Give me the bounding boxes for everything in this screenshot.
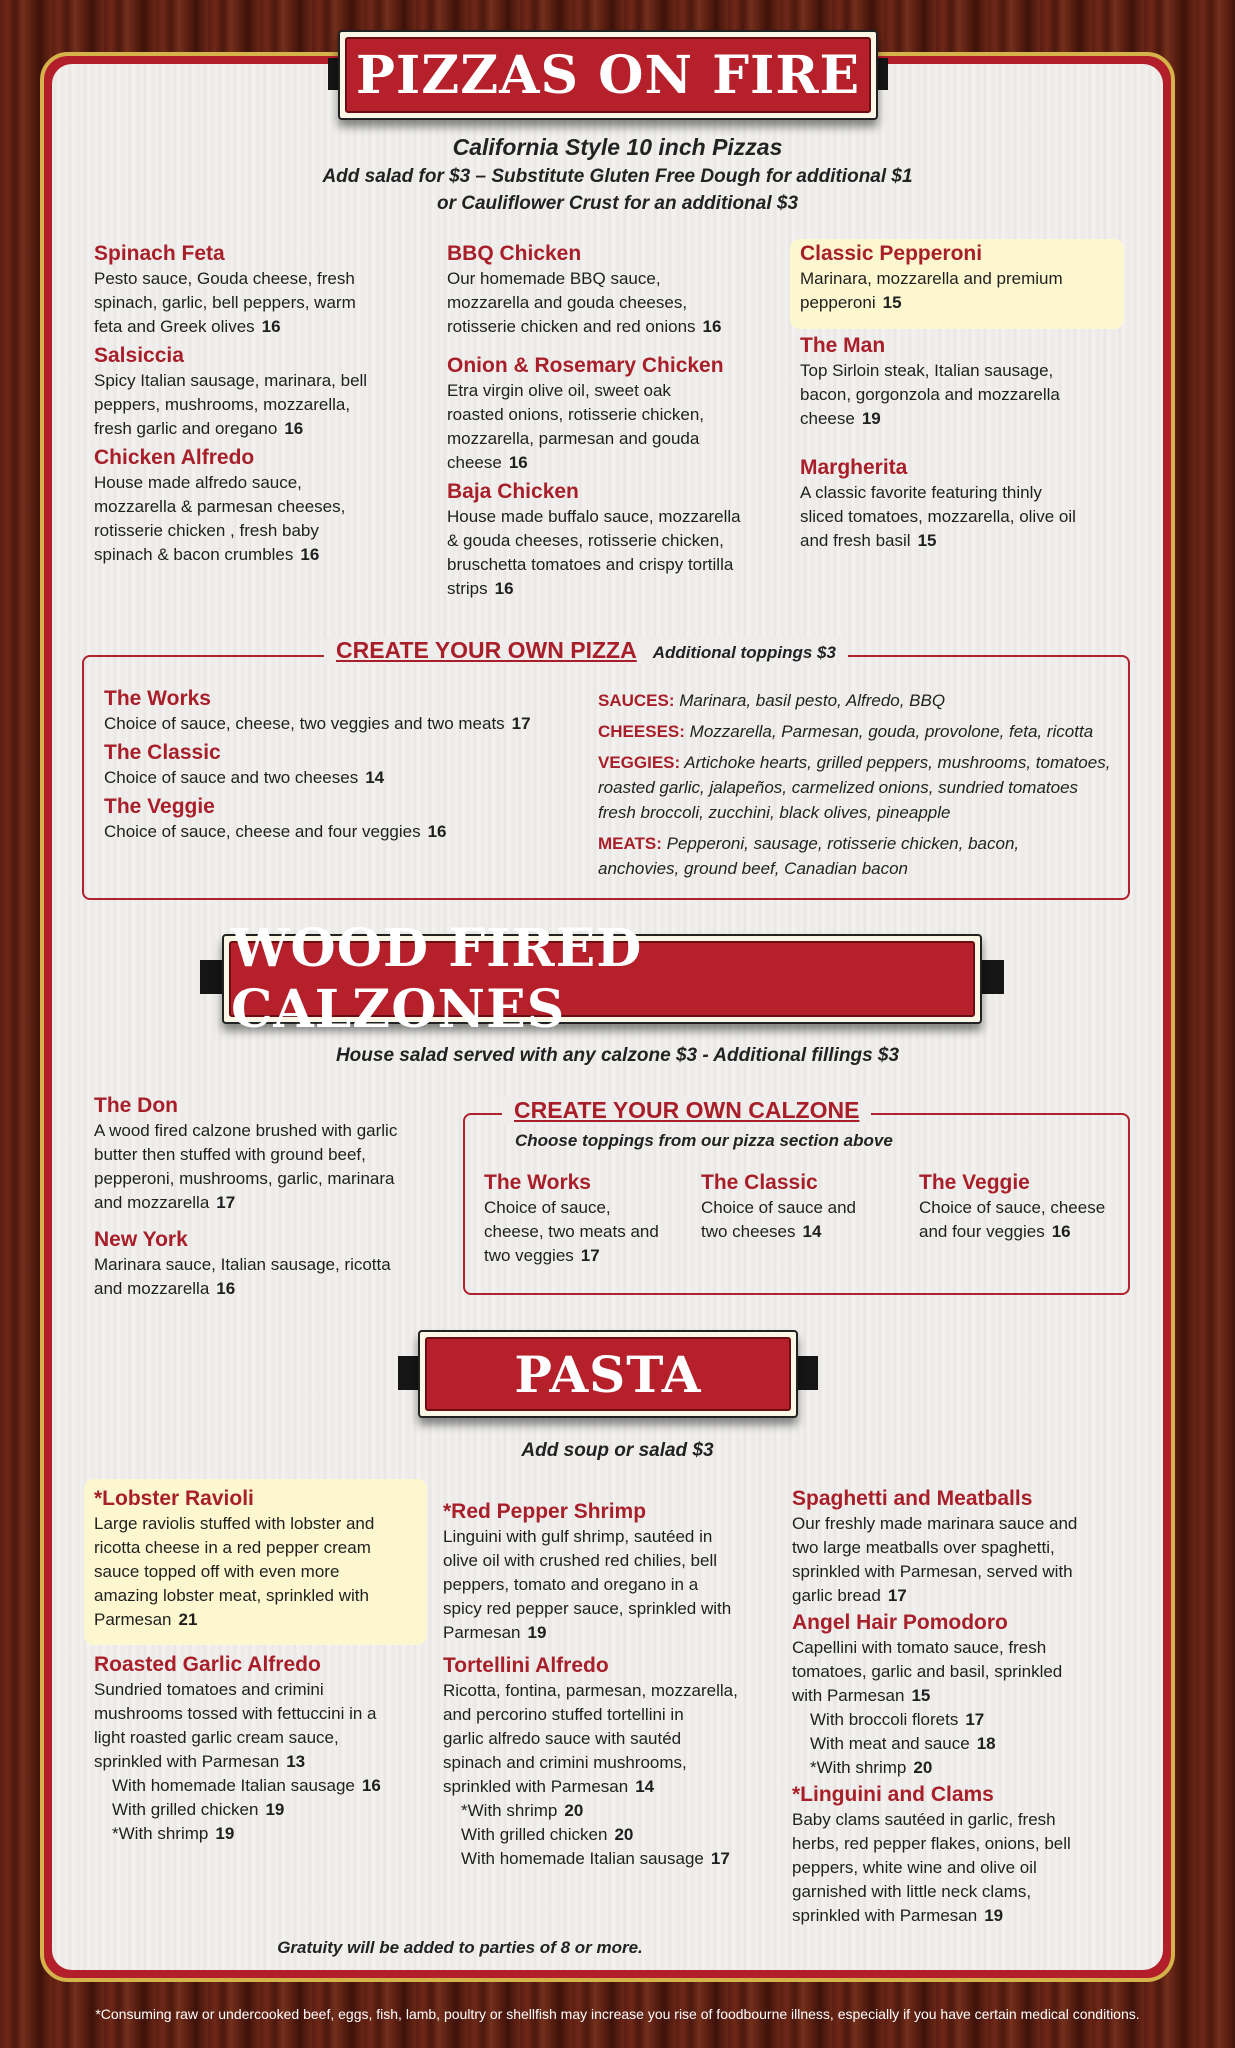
- pasta-option: With grilled chicken 19: [112, 1800, 285, 1819]
- item-title: New York: [94, 1228, 188, 1251]
- pizza-item: Spinach Feta Pesto sauce, Gouda cheese, fresh spinach, garlic, bell peppers, warm feta and Greek olives 16: [94, 241, 424, 339]
- price: 15: [882, 293, 902, 312]
- pasta-column-2: [443, 1499, 783, 1871]
- calzone-item: New York Marinara sauce, Italian sausage, ricotta and mozzarella 16: [94, 1227, 454, 1301]
- pasta-option: *With shrimp 19: [112, 1824, 235, 1843]
- cyo-calzone-item: The Veggie Choice of sauce, cheese and four veggies 16: [919, 1170, 1124, 1244]
- create-your-own-calzone-header: [502, 1097, 871, 1124]
- item-title: The Man: [800, 334, 886, 357]
- cyo-calzone-item: The Classic Choice of sauce and two cheeses 14: [701, 1170, 901, 1244]
- pasta-option: With meat and sauce 18: [810, 1734, 996, 1753]
- cyo-pizza-item: The Veggie Choice of sauce, cheese and four veggies 16: [104, 794, 584, 844]
- pasta-note: Add soup or salad $3: [521, 1440, 714, 1461]
- price: 13: [286, 1752, 306, 1771]
- price: 16: [261, 317, 281, 336]
- item-title: Salsiccia: [94, 344, 184, 367]
- item-title: Spaghetti and Meatballs: [792, 1487, 1033, 1510]
- cyo-pizza-item: The Classic Choice of sauce and two cheeses 14: [104, 740, 584, 790]
- pizza-item: Baja Chicken House made buffalo sauce, mozzarella & gouda cheeses, rotisserie chicken, bruschetta tomatoes and crispy tortilla strips 16: [447, 479, 787, 601]
- cyo-pizza-toppings: [598, 688, 1118, 881]
- pasta-item: *Lobster Ravioli Large raviolis stuffed with lobster and ricotta cheese in a red pepper cream sauce topped off with even more amazing lobster meat, sprinkled with Parmesan 21: [94, 1486, 424, 1632]
- toppings-meats: MEATS: Pepperoni, sausage, rotisserie chicken, bacon, anchovies, ground beef, Canadian bacon: [598, 834, 1020, 878]
- toppings-cheeses: CHEESES: Mozzarella, Parmesan, gouda, provolone, feta, ricotta: [598, 722, 1094, 741]
- price: 17: [216, 1193, 236, 1212]
- pizza-item: BBQ Chicken Our homemade BBQ sauce, mozzarella and gouda cheeses, rotisserie chicken and red onions 16: [447, 241, 787, 339]
- price: 14: [635, 1777, 655, 1796]
- item-title: Spinach Feta: [94, 242, 225, 265]
- item-title: The Works: [104, 687, 211, 710]
- cyo-calzone-note: Choose toppings from our pizza section above: [515, 1131, 893, 1150]
- cyo-pizza-item: The Works Choice of sauce, cheese, two veggies and two meats 17: [104, 686, 584, 736]
- price: 19: [984, 1906, 1004, 1925]
- pizza-note-1: Add salad for $3 – Substitute Gluten Free Dough for additional $1: [322, 166, 913, 187]
- pizza-item: Margherita A classic favorite featuring thinly sliced tomatoes, mozzarella, olive oil and fresh basil 15: [800, 455, 1120, 553]
- pasta-item: Tortellini Alfredo Ricotta, fontina, parmesan, mozzarella, and percorino stuffed tortellini in garlic alfredo sauce with sautéd spinach and crimini mushrooms, sprinkled with Parmesan 14 *With shrimp 20 With grilled chicken 20 With homemade Italian sausage 17: [443, 1653, 783, 1871]
- price: 17: [580, 1246, 600, 1265]
- item-title: Chicken Alfredo: [94, 446, 255, 469]
- pasta-item: *Linguini and Clams Baby clams sautéed in garlic, fresh herbs, red pepper flakes, onions, bell peppers, white wine and olive oil garnished with little neck clams, sprinkled with Parmesan 19: [792, 1782, 1127, 1928]
- pizza-item: Salsiccia Spicy Italian sausage, marinara, bell peppers, mushrooms, mozzarella, fresh garlic and oregano 16: [94, 343, 424, 441]
- item-title: The Veggie: [919, 1171, 1030, 1194]
- gratuity-note: Gratuity will be added to parties of 8 or more.: [277, 1938, 643, 1957]
- item-title: *Linguini and Clams: [792, 1783, 994, 1806]
- pasta-item: Angel Hair Pomodoro Capellini with tomato sauce, fresh tomatoes, garlic and basil, sprinkled with Parmesan 15 With broccoli florets 17 With meat and sauce 18 *With shrimp 20: [792, 1610, 1127, 1780]
- pasta-item: *Red Pepper Shrimp Linguini with gulf shrimp, sautéed in olive oil with crushed red chilies, bell peppers, tomato and oregano in a spicy red pepper sauce, sprinkled with Parmesan 19: [443, 1499, 783, 1645]
- calzones-note: House salad served with any calzone $3 - Additional fillings $3: [335, 1045, 900, 1066]
- price: 14: [802, 1222, 822, 1241]
- pasta-option: *With shrimp 20: [810, 1758, 933, 1777]
- item-title: Margherita: [800, 456, 908, 479]
- pasta-item: Spaghetti and Meatballs Our freshly made marinara sauce and two large meatballs over spaghetti, sprinkled with Parmesan, served with garlic bread 17: [792, 1486, 1127, 1608]
- price: 16: [300, 545, 320, 564]
- price: 21: [178, 1610, 198, 1629]
- item-title: Baja Chicken: [447, 480, 579, 503]
- pizza-column-1: [94, 241, 424, 567]
- item-title: Angel Hair Pomodoro: [792, 1611, 1008, 1634]
- price: 16: [216, 1279, 236, 1298]
- price: 16: [702, 317, 722, 336]
- price: 14: [365, 768, 385, 787]
- create-your-own-pizza-header: [324, 637, 848, 664]
- cyo-pizza-items: [104, 686, 584, 844]
- price: 19: [527, 1623, 547, 1642]
- calzones-banner-title: WOOD FIRED CALZONES: [229, 941, 975, 1017]
- item-title: *Lobster Ravioli: [94, 1487, 254, 1510]
- item-title: Classic Pepperoni: [800, 242, 983, 265]
- pizza-item: Classic Pepperoni Marinara, mozzarella and premium pepperoni 15: [800, 241, 1120, 315]
- pasta-item: Roasted Garlic Alfredo Sundried tomatoes and crimini mushrooms tossed with fettuccini in a light roasted garlic cream sauce, sprinkled with Parmesan 13 With homemade Italian sausage 16 With grilled chicken 19 *With shrimp 19: [94, 1652, 424, 1846]
- price: 15: [917, 531, 937, 550]
- price: 16: [494, 579, 514, 598]
- price: 19: [861, 409, 881, 428]
- pizza-item: Chicken Alfredo House made alfredo sauce, mozzarella & parmesan cheeses, rotisserie chicken , fresh baby spinach & bacon crumbles 16: [94, 445, 424, 567]
- cyo-pizza-title: CREATE YOUR OWN PIZZA: [336, 637, 637, 663]
- price: 15: [911, 1686, 931, 1705]
- cyo-calzone-title: CREATE YOUR OWN CALZONE: [514, 1097, 860, 1123]
- item-title: The Classic: [104, 741, 221, 764]
- pasta-column-3: [792, 1486, 1127, 1928]
- toppings-sauces: SAUCES: Marinara, basil pesto, Alfredo, BBQ: [598, 691, 946, 710]
- calzones-banner: [222, 918, 982, 1040]
- item-title: *Red Pepper Shrimp: [443, 1500, 647, 1523]
- item-title: The Don: [94, 1094, 178, 1117]
- price: 17: [511, 714, 531, 733]
- pizza-column-2: [447, 241, 787, 601]
- pizza-item: The Man Top Sirloin steak, Italian sausage, bacon, gorgonzola and mozzarella cheese 19: [800, 333, 1120, 431]
- price: 16: [427, 822, 447, 841]
- pizza-note-2: or Cauliflower Crust for an additional $3: [436, 193, 799, 214]
- pizza-banner: [338, 30, 878, 120]
- pasta-option: With homemade Italian sausage 17: [461, 1849, 730, 1868]
- pasta-option: *With shrimp 20: [461, 1801, 584, 1820]
- price: 16: [1051, 1222, 1071, 1241]
- toppings-veggies: VEGGIES: Artichoke hearts, grilled peppers, mushrooms, tomatoes, roasted garlic, jalapeños, carmelized onions, sundried tomatoes fresh broccoli, zucchini, black olives, pineapple: [598, 753, 1111, 822]
- calzone-items: [94, 1093, 454, 1301]
- pasta-option: With homemade Italian sausage 16: [112, 1776, 381, 1795]
- item-title: Roasted Garlic Alfredo: [94, 1653, 321, 1676]
- pizza-subtitle: California Style 10 inch Pizzas: [452, 134, 783, 160]
- pasta-option: With grilled chicken 20: [461, 1825, 634, 1844]
- item-title: The Classic: [701, 1171, 818, 1194]
- item-title: Tortellini Alfredo: [443, 1654, 609, 1677]
- item-title: Onion & Rosemary Chicken: [447, 354, 724, 377]
- price: 17: [887, 1586, 907, 1605]
- item-title: BBQ Chicken: [447, 242, 582, 265]
- pizza-column-3: [800, 241, 1120, 553]
- pizza-banner-title: PIZZAS ON FIRE: [345, 37, 871, 113]
- cyo-pizza-note: Additional toppings $3: [652, 643, 836, 662]
- pasta-banner: [418, 1330, 798, 1418]
- calzone-item: The Don A wood fired calzone brushed with garlic butter then stuffed with ground beef, pepperoni, mushrooms, garlic, marinara and mozzarella 17: [94, 1093, 454, 1215]
- price: 16: [508, 453, 528, 472]
- health-disclaimer: *Consuming raw or undercooked beef, eggs, fish, lamb, poultry or shellfish may increase you rise of foodbourne illness, especially if you have certain medical conditions.: [95, 2006, 1140, 2022]
- price: 16: [284, 419, 304, 438]
- cyo-calzone-item: The Works Choice of sauce, cheese, two meats and two veggies 17: [484, 1170, 694, 1268]
- pasta-column-1: [94, 1486, 424, 1846]
- item-title: The Veggie: [104, 795, 215, 818]
- pizza-item: Onion & Rosemary Chicken Etra virgin olive oil, sweet oak roasted onions, rotisserie chicken, mozzarella, parmesan and gouda cheese 16: [447, 353, 787, 475]
- pasta-option: With broccoli florets 17: [810, 1710, 985, 1729]
- pasta-banner-title: PASTA: [425, 1337, 791, 1411]
- item-title: The Works: [484, 1171, 591, 1194]
